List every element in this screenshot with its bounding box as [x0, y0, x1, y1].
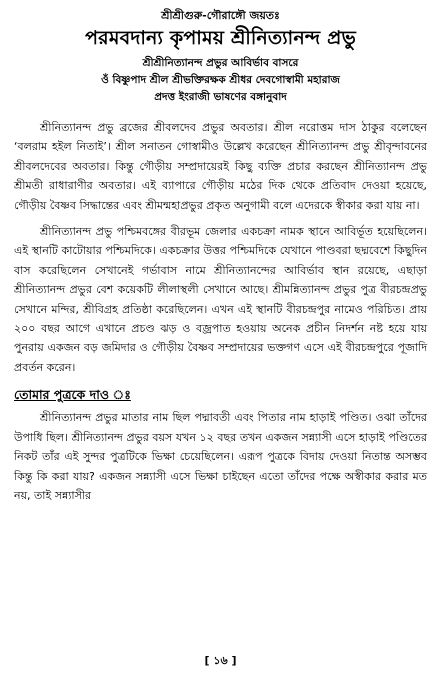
subtitle-line-1: শ্রীশ্রীনিত্যানন্দ প্রভুর আবির্ভাব বাসরে	[142, 57, 299, 69]
subtitle-line-2: ওঁ বিষ্ণুপাদ শ্রীল শ্রীভক্তিরক্ষক শ্রীধর দেবগোস্বামী মহারাজ	[101, 74, 340, 86]
page-title: পরমবদান্য কৃপাময় শ্রীনিত্যানন্দ প্রভু	[85, 27, 356, 49]
section-heading: তোমার পুত্রকে দাও ঃ	[14, 387, 131, 403]
subtitle-line-3: প্রদত্ত ইংরাজী ভাষণের বঙ্গানুবাদ	[154, 91, 287, 103]
body-paragraph-2: শ্রীনিত্যানন্দ প্রভু পশ্চিমবঙ্গের বীরভূম জেলার একচক্রা নামক স্থানে আবির্ভূত হয়েছিলেন। এই স্থানটি কাটোয়ার পশ্চিমদিকে। একচক্রার উত্তর পশ্চিমদিকে যেখানে পাণ্ডবরা ছদ্মবেশে কিছুদিন বাস করেছিলেন সেখানেই গর্ভাবাস নামে শ্রীনিত্যানন্দের আবির্ভাব স্থান রয়েছে, এছাড়া শ্রীনিত্যানন্দ প্রভুর বেশ কয়েকটি লীলাস্থলী সেখানে আছে। শ্রীমন্নিত্যানন্দ প্রভুর পুত্র বীরচন্দ্রপ্রভু সেখানে মন্দির, শ্রীবিগ্রহ প্রতিষ্ঠা করেছিলেন। এখন এই স্থানটি বীরচন্দ্রপুর নামেও পরিচিত। প্রায় ২০০ বছর আগে এখানে প্রচণ্ড ঝড় ও বজ্রপাত হওয়ায় অনেক প্রচীন নিদর্শন নষ্ট হয়ে যায় পুনরায় একজন বড় জমিদার ও গৌড়ীয় বৈষ্ণব সম্প্রদায়ের ভক্তগণ এসে এই বীরচন্দ্রপুরে পূজাদি প্রবর্তন করেন।	[14, 225, 427, 374]
body-paragraph-1: শ্রীনিত্যানন্দ প্রভু ব্রজের শ্রীবলদেব প্রভুর অবতার। শ্রীল নরোত্তম দাস ঠাকুর বলেছেন ‘বলরাম হইল নিতাই’। শ্রীল সনাতন গোস্বামীও উল্লেখ করেছেন শ্রীনিত্যানন্দ প্রভু শ্রীবৃন্দাবনের শ্রীবলদেবের অবতার। কিন্তু গৌড়ীয় সম্প্রদায়েরই কিছু ব্যক্তি প্রচার করছেন শ্রীনিত্যানন্দ প্রভু শ্রীমতী রাধারাণীর অবতার। এই ব্যাপারে গৌড়ীয় মঠের দিক থেকে প্রতিবাদ দেওয়া হয়েছে, গৌড়ীয় বৈষ্ণব সিদ্ধান্তের এবং শ্রীমন্মহাপ্রভুর প্রকৃত অনুগামী বলে এদেরকে স্বীকার করা যায় না।	[14, 121, 427, 212]
invocation-line: শ্রীশ্রীগুরু-গৌরাঙ্গৌ জয়তঃ	[161, 9, 280, 22]
section-paragraph: শ্রীনিত্যানন্দ প্রভুর মাতার নাম ছিল পদ্মাবতী এবং পিতার নাম হাড়াই পণ্ডিত। ওঝা তাঁদের উপাধি ছিল। শ্রীনিত্যানন্দ প্রভুর বয়স যখন ১২ বছর তখন একজন সন্ন্যাসী এসে হাড়াই পণ্ডিতের নিকট তাঁর এই সুন্দর পুত্রটিকে ভিক্ষা চেয়েছিলেন। এরূপ পুত্রকে বিদায় দেওয়া নিতান্ত অসম্ভব কিন্তু কি করা যায়? একজন সন্ন্যাসী এসে ভিক্ষা চাইছেন এতো তাঁদের পক্ষে অস্বীকার করার মত নয়, তাই সন্ন্যাসীর	[14, 411, 427, 502]
page-number: [ ১৬ ]	[204, 654, 237, 667]
